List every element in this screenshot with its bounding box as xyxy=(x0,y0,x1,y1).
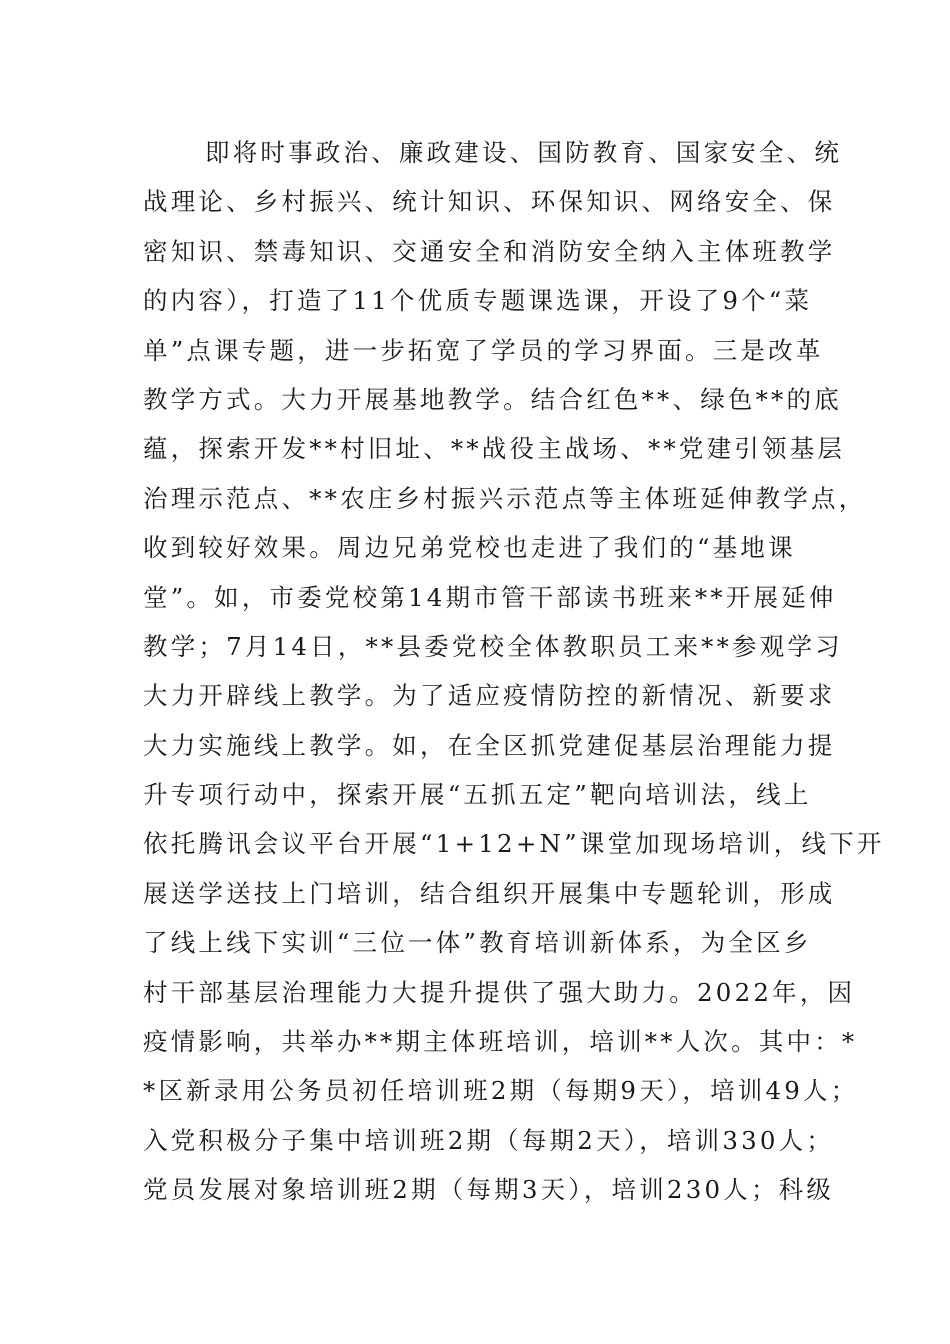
text-line: 党员发展对象培训班2期（每期3天），培训230人；科级 xyxy=(143,1175,835,1205)
text-line: 治理示范点、**农庄乡村振兴示范点等主体班延伸教学点， xyxy=(143,483,867,513)
text-line: 的内容），打造了11个优质专题课选课，开设了9个“菜 xyxy=(143,286,813,316)
text-line: 教学；7月14日，**县委党校全体教职员工来**参观学习 xyxy=(143,631,843,661)
text-line: 堂”。如，市委党校第14期市管干部读书班来**开展延伸 xyxy=(143,582,837,612)
text-line: 入党积极分子集中培训班2期（每期2天），培训330人； xyxy=(143,1125,835,1155)
text-line: 村干部基层治理能力大提升提供了强大助力。2022年，因 xyxy=(143,977,856,1007)
text-line: 升专项行动中，探索开展“五抓五定”靶向培训法，线上 xyxy=(143,780,812,810)
text-line: 单”点课专题，进一步拓宽了学员的学习界面。三是改革 xyxy=(143,335,824,365)
text-line: *区新录用公务员初任培训班2期（每期9天），培训49人； xyxy=(143,1076,859,1106)
body-text xyxy=(143,128,885,1215)
text-line: 教学方式。大力开展基地教学。结合红色**、绿色**的底 xyxy=(143,384,842,414)
text-line: 大力实施线上教学。如，在全区抓党建促基层治理能力提 xyxy=(143,730,836,760)
text-line: 战理论、乡村振兴、统计知识、环保知识、网络安全、保 xyxy=(143,187,836,217)
text-line: 大力开辟线上教学。为了适应疫情防控的新情况、新要求 xyxy=(143,681,836,711)
text-line: 蕴，探索开发**村旧址、**战役主战场、**党建引领基层 xyxy=(143,434,846,464)
text-line: 展送学送技上门培训，结合组织开展集中专题轮训，形成 xyxy=(143,878,836,908)
text-line: 收到较好效果。周边兄弟党校也走进了我们的“基地课 xyxy=(143,533,796,563)
text-line: 密知识、禁毒知识、交通安全和消防安全纳入主体班教学 xyxy=(143,236,836,266)
text-line: 依托腾讯会议平台开展“1+12+N”课堂加现场培训，线下开 xyxy=(143,829,885,859)
text-line: 了线上线下实训“三位一体”教育培训新体系，为全区乡 xyxy=(143,928,812,958)
text-line: 疫情影响，共举办**期主体班培训，培训**人次。其中：* xyxy=(143,1027,858,1057)
text-line: 即将时事政治、廉政建设、国防教育、国家安全、统 xyxy=(205,138,843,167)
